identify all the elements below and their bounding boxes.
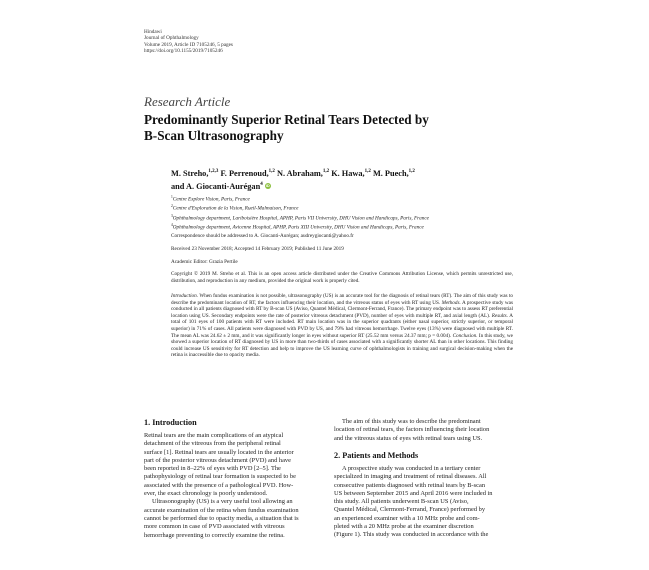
journal-header [144, 29, 233, 55]
affiliation-item: $^2$Centre d'Exploration de la Vision, Rueil-Malmaison, France [171, 204, 299, 213]
title-line-2: B-Scan Ultrasonography [144, 128, 284, 143]
article-title [144, 112, 429, 144]
academic-editor: Academic Editor: Grazia Pertile [171, 259, 238, 265]
author-line-1 [171, 166, 415, 179]
text-line: more common in case of PVD associated with vitreous [144, 523, 285, 531]
text-line: pleted with a 20 MHz probe at the examiner discretion [334, 523, 474, 531]
abstract [171, 293, 513, 359]
author-name[interactable]: F. Perrenoud, [220, 168, 269, 178]
text-line: specialized in imaging and treatment of retinal diseases. All [334, 473, 487, 481]
abstract-conclusion-label: Conclusion. [452, 332, 478, 339]
author-affiliation: 1,2 [364, 169, 371, 174]
author-name[interactable]: M. Puech, [372, 168, 409, 178]
abstract-results-label: Results. [491, 312, 509, 319]
doi-link[interactable]: https://doi.org/10.1155/2019/7105246 [144, 48, 223, 55]
text-line: and the vitreous status of eyes with retinal tears using US. [334, 434, 483, 442]
text-line: part of the posterior vitreous detachment (PVD) and have [144, 456, 291, 464]
author-name[interactable]: K. Hawa, [331, 168, 365, 178]
affiliation-list [171, 194, 429, 231]
abstract-methods-text: A prospective study was conducted in all patients diagnosed with RT by B-scan US (Aviso, Quantel Médical, Clermont-Ferrand, France). The primary endpoint was to assess RT preferential location using US. Secondary endpoints were the rate of posterior vitreous detachment (PVD), number of eyes with multiple RT, and axial length (AL). [171, 299, 513, 319]
text-line: hemorrhage preventing to correctly examine the retina. [144, 531, 285, 539]
text-line: location of retinal tears, the factors influencing their location [334, 426, 490, 434]
abstract-conclusion-text: In this study, we showed a superior location of RT diagnosed by US in more than two-thirds of cases associated with a significantly shorter AL than in other locations. This finding could increase US sensitivity for RT detection and help to improve the US learning curve of ophthalmologists in training and surgical decision-making when the retina is inaccessible due to opacity media. [171, 332, 513, 359]
text-line: an experienced examiner with a 10 MHz probe and com- [334, 514, 480, 522]
text-line: Ultrasonography (US) is a very useful tool allowing an [152, 498, 293, 506]
text-line: associated with the presence of a pathological PVD. How- [144, 481, 294, 489]
author-affiliation: 4 [260, 182, 263, 188]
affiliation-item: $^3$Ophthalmology department, Lariboisière Hospital, APHP, Paris VII University, DHU Vision and Handicaps, Paris, France [171, 213, 429, 222]
publisher: Hindawi [144, 29, 162, 35]
text-line: consecutive patients diagnosed with retinal tears by B-scan [334, 481, 486, 489]
text-line: Retinal tears are the main complications of an atypical [144, 432, 284, 439]
text-line: The aim of this study was to describe the predominant [342, 418, 481, 425]
section-heading-methods: 2. Patients and Methods [334, 451, 419, 460]
author-name[interactable]: M. Streho, [171, 168, 209, 178]
abstract-intro-label: Introduction. [171, 293, 199, 299]
text-line: surface [1]. Retinal tears are usually located in the anterior [144, 448, 294, 456]
correspondence: Correspondence should be addressed to A. Giocanti-Aurégan; audreygiocanti@yahoo.fr [171, 233, 354, 239]
text-line: accurate examination of the retina when fundus examination [144, 506, 299, 514]
orcid-icon[interactable]: iD [265, 183, 270, 189]
author-name[interactable]: and A. Giocanti-Aurégan [171, 182, 261, 192]
text-line: ever, the exact chronology is poorly understood. [144, 490, 268, 498]
text-line: detachment of the vitreous from the peripheral retinal [144, 440, 281, 448]
methods-body [334, 465, 510, 540]
copyright-notice: Copyright © 2019 M. Streho et al. This is an open access article distributed under the Creative Commons Attribution License, which permits unrestricted use, distribution, and reproduction in any medium, provided the original work is properly cited. [171, 271, 513, 284]
text-line: cannot be performed due to opacity media, a situation that is [144, 514, 299, 522]
article-type: Research Article [144, 94, 231, 109]
text-line: (Figure 1). This study was conducted in accordance with the [334, 531, 489, 539]
affiliation-item: $^1$Centre Explore Vision, Paris, France [171, 195, 250, 203]
journal-name: Journal of Ophthalmology [144, 35, 199, 42]
text-line: A prospective study was conducted in a tertiary center [342, 465, 481, 472]
author-affiliation: 1,2,3 [208, 169, 219, 174]
text-line: pathophysiology of retinal tear formation is suspected to be [144, 473, 296, 481]
text-line: Quantel Médical, Clermont-Ferrand, France) performed by [334, 506, 486, 514]
abstract-methods-label: Methods. [441, 299, 461, 306]
title-line-1: Predominantly Superior Retinal Tears Detected by [144, 112, 429, 127]
author-list [171, 166, 415, 193]
author-affiliation: 1,2 [322, 169, 330, 174]
introduction-body [144, 432, 320, 540]
aim-paragraph [334, 418, 510, 443]
author-affiliation: 1,2 [268, 169, 275, 174]
text-line: US between September 2015 and April 2016 were included in [334, 489, 493, 497]
section-heading-introduction: 1. Introduction [144, 418, 197, 427]
author-affiliation: 1,2 [408, 169, 415, 174]
text-line: this study. All patients underwent B-scan US (Aviso, [334, 498, 469, 506]
abstract-intro-text: When fundus examination is not possible, ultrasonography (US) is an accurate tool for the diagnosis of retinal tears (RT). The aim of this study was to describe the predominant location of RT, the factors influencing their location, and the vitreous status of eyes with RT using US. [171, 293, 513, 306]
article-dates: Received 23 November 2018; Accepted 14 February 2019; Published 11 June 2019 [171, 246, 344, 252]
author-line-2 [171, 179, 415, 192]
affiliation-item: $^4$Ophthalmology department, Avicenne Hospital, APHP, Paris XIII University, DHU Vision and Handicaps, Paris, France [171, 222, 424, 231]
abstract-results-text: A total of 101 eyes of 100 patients with RT were included. RT main location was in the superior quadrants (either nasal superior, strictly superior, or temporal superior) in 71% of cases. All patients were diagnosed with PVD by US, and 79% had vitreous hemorrhage. Twelve eyes (13%) were diagnosed with multiple RT. The mean AL was 24.62 ± 2 mm, and it was significantly longer in eyes without superior RT (25.52 mm versus 24.37 mm; p = 0.004). [171, 312, 513, 339]
author-name[interactable]: N. Abraham, [277, 168, 323, 178]
volume-info: Volume 2019, Article ID 7105246, 5 pages [144, 41, 233, 48]
text-line: been reported in 8–22% of eyes with PVD [2–5]. The [144, 465, 281, 473]
